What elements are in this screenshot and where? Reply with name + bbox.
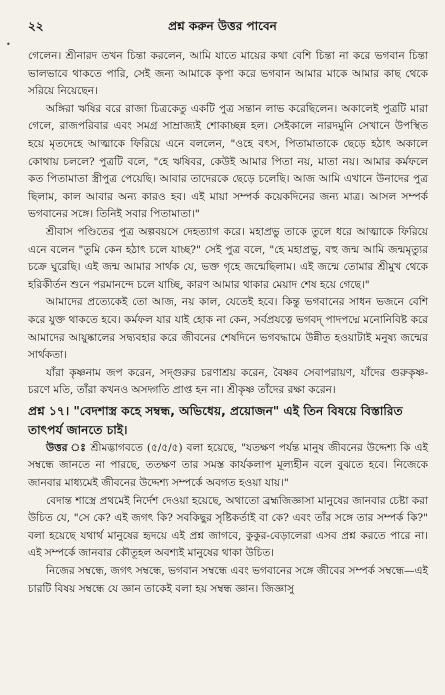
answer-paragraph [28,440,428,493]
paragraph-2: অঙ্গিরা ঋষির বরে রাজা চিত্রকেতু একটি পুত্র সন্তান লাভ করেছিলেন। অকালেই পুত্রটি মারা গেলে, রাজপরিবার এবং সমগ্র সাম্রাজ্যই শোকাচ্ছন্ন হল। সেইকালে নারদমুনি সেখানে উপস্থিত হয়ে মৃতদেহে আত্মাকে ফিরিয়ে এনে বললেন, "ওহে বৎস, পিতামাতাকে ছেড়ে হঠাৎ অকালে কোথায় চললে? পুত্রটি বলে, "হে ঋষিবর, কেউই আমার পিতা নয়, মাতা নয়। আমার কর্মফলে কত পিতামাতা স্ত্রীপুত্র পেয়েছি। আবার তাদেরকে ছেড়ে চলেছি। আজ আমি এখানে উনাদের পুত্র ছিলাম, কাল আবার অন্য কারও হব। এই মায়া সম্পর্ক কয়েকদিনের জন্য মাত্র। আসল সম্পর্ক ভগবানের সঙ্গে। তিনিই সবার পিতামাতা।" [28,102,428,221]
paragraph-5: যাঁরা কৃষ্ণনাম জপ করেন, সদ্গুরুর চরণাশ্রয় করেন, বৈষ্ণব সেবাপরায়ণ, যাঁদের গুরুকৃষ্ণ-চরণে মতি, তাঁরা কখনও অসদ্গতি প্রাপ্ত হন না। শ্রীকৃষ্ণ তাঁদের রক্ষা করেন। [28,366,428,397]
paragraph-7: নিজের সম্বন্ধে, জগৎ সম্বন্ধে, ভগবান সম্বন্ধে এবং ভগবানের সঙ্গে জীবের সম্পর্ক সম্বন্ধে—এই চারটি বিষয় সম্বন্ধে যে জ্ঞান তাকেই বলা হয় সম্বন্ধ জ্ঞান। জিজ্ঞাসু [28,565,428,595]
margin-dot: • [6,40,11,49]
paragraph-6: বেদান্ত শাস্ত্রে প্রথমেই নির্দেশ দেওয়া হয়েছে, অথাতো ব্রহ্মজিজ্ঞাসা মানুষের জানবার চেষ্টা করা উচিত যে, "সে কে? এই জগৎ কি? সবকিছুর সৃষ্টিকর্তাই বা কে? এবং তাঁর সঙ্গে তার সম্পর্ক কি?" বলা হয়েছে যথার্থ মানুষের হৃদয়ে এই প্রশ্ন জাগবে, কুকুর-বেড়ালেরা এসব প্রশ্ন করতে পারে না। এই সম্পর্কে জানবার কৌতূহল অবশ্যই মানুষের থাকা উচিত। [28,494,428,560]
running-title: প্রশ্ন করুন উত্তর পাবেন [168,19,277,33]
paragraph-4: আমাদের প্রত্যেকেই তো আজ, নয় কাল, যেতেই হবে। কিন্তু ভগবানের সাধন ভজনে বেশি করে যুক্ত থাকতে হবে। কর্মফল যার যাই হোক না কেন, সর্বপ্রযত্নে ভগবদ্ পাদপদ্মে মনোনিবিষ্ট করে আমাদের আয়ুষ্কালের সদ্ব্যবহার করে জীবনের শেষদিনে ভগবদ্ধামে উন্নীত হওয়াটাই মনুষ্য জন্মের সার্থকতা। [28,296,428,362]
paragraph-3: শ্রীবাস পণ্ডিতের পুত্র অল্পবয়সে দেহত্যাগ করে। মহাপ্রভু তাকে তুলে ধরে আত্মাকে ফিরিয়ে এনে বলেন "তুমি কেন হঠাৎ চলে যাচ্ছ?" সেই পুত্র বলে, "হে মহাপ্রভু, বহু জন্ম আমি জন্মমৃত্যুর চক্রে ঘুরেছি। এই জন্ম আমার সার্থক যে, ভক্ত গৃহে জন্মেছিলাম। এই জন্মে তোমার শ্রীমুখ থেকে হরিকীর্তন শুনে পরমানন্দে চলে যাচ্ছি, কারণ আমার থাকার মেয়াদ শেষ হয়ে গেছে।" [28,225,428,291]
page-body [28,48,428,598]
paragraph-1: গেলেন। শ্রীনারদ তখন চিন্তা করলেন, আমি যাতে মায়ের কথা বেশি চিন্তা না করে ভগবান চিন্তা ভালভাবে থাকতে পারি, সেই জন্য আমাকে কৃপা করে ভগবান আমার মাকে আমার কাছ থেকে সরিয়ে নিয়েছেন। [28,50,428,98]
answer-label: উত্তর ঃ [46,441,87,454]
answer-text: শ্রীমদ্ভাগবতে (৫/৫/৫) বলা হয়েছে, "যতক্ষণ পর্যন্ত মানুষ জীবনের উদ্দেশ্য কি এই সম্বন্ধে জানতে না পারছে, ততক্ষণ তার সমস্ত কার্যকলাপ মূল্যহীন বলে বুঝতে হবে। নিজেকে জানবার মাধ্যমেই জীবনের উদ্দেশ্য সম্পর্কে অবগত হওয়া যায়।" [28,441,428,490]
page-header [0,18,445,40]
question-heading: প্রশ্ন ১৭। "বেদশাস্ত্র কহে সম্বন্ধ, অভিধেয়, প্রয়োজন" এই তিন বিষয়ে বিস্তারিত তাৎপর্য জানতে চাই। [28,403,403,437]
page-number: ২২ [28,19,44,33]
